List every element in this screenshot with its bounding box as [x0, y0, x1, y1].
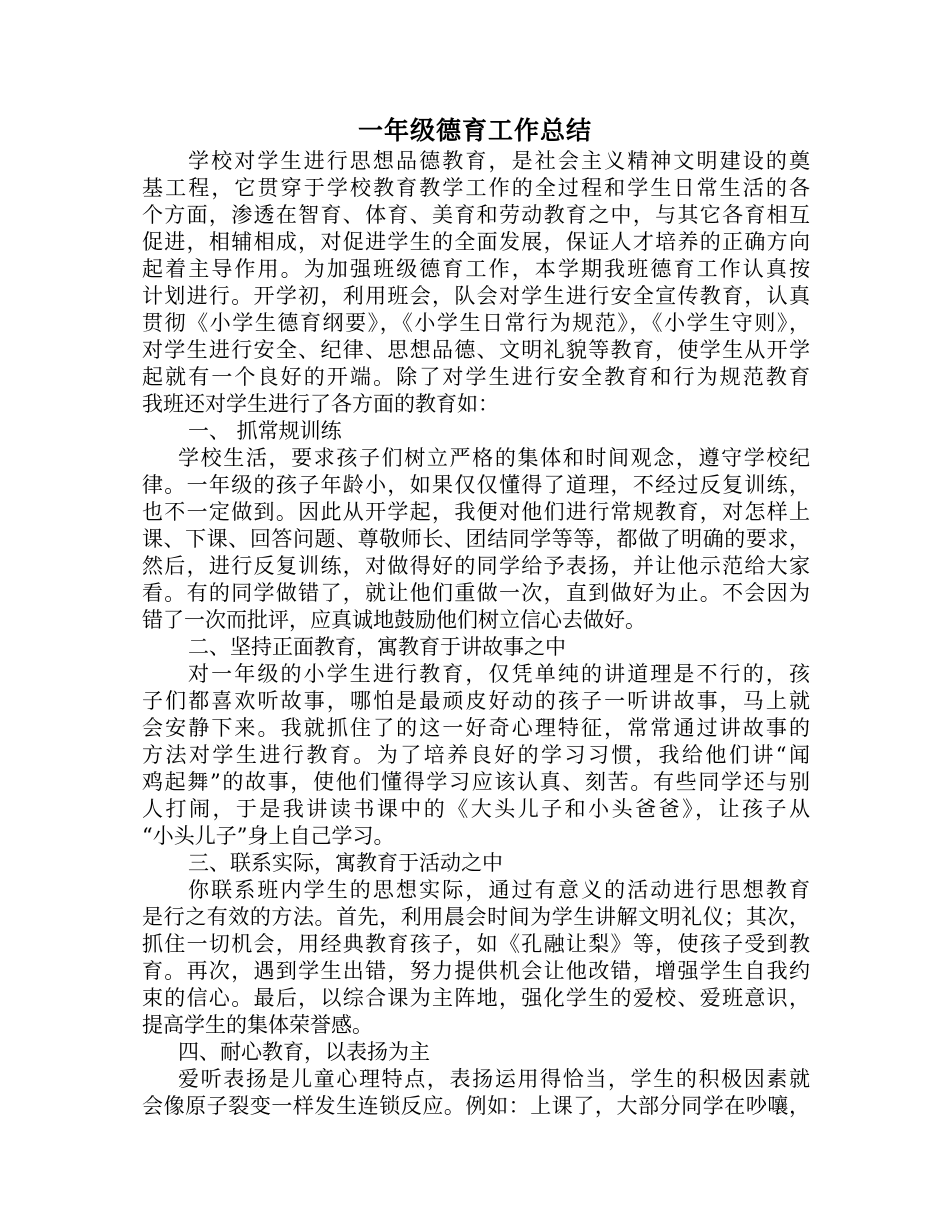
- text-line: “小头儿子”身上自己学习。: [142, 824, 395, 848]
- text-line: 计划进行。开学初，利用班会，队会对学生进行安全宣传教育，认真: [142, 284, 810, 308]
- text-line: 课、下课、回答问题、尊敬师长、团结同学等等，都做了明确的要求，: [142, 527, 810, 551]
- text-line: 四、耐心教育，以表扬为主: [178, 1040, 430, 1064]
- text-line: 方法对学生进行教育。为了培养良好的学习习惯，我给他们讲“闻: [142, 743, 810, 767]
- text-line: 对学生进行安全、纪律、思想品德、文明礼貌等教育，使学生从开学: [142, 338, 810, 362]
- text-line: 三、联系实际，寓教育于活动之中: [188, 851, 503, 875]
- text-line: 看。有的同学做错了，就让他们重做一次，直到做好为止。不会因为: [142, 581, 810, 605]
- text-line: 育。再次，遇到学生出错，努力提供机会让他改错，增强学生自我约: [142, 959, 810, 983]
- text-line: 贯彻《小学生德育纲要》，《小学生日常行为规范》，《小学生守则》，: [142, 311, 810, 335]
- text-line: 律。一年级的孩子年龄小，如果仅仅懂得了道理，不经过反复训练，: [142, 473, 810, 497]
- text-line: 会像原子裂变一样发生连锁反应。例如：上课了，大部分同学在吵嚷，: [142, 1094, 810, 1118]
- text-line: 是行之有效的方法。首先，利用晨会时间为学生讲解文明礼仪；其次，: [142, 905, 810, 929]
- text-line: 爱听表扬是儿童心理特点，表扬运用得恰当，学生的积极因素就: [178, 1067, 810, 1091]
- text-line: 人打闹，于是我讲读书课中的《大头儿子和小头爸爸》，让孩子从: [142, 797, 810, 821]
- text-line: 抓住一切机会，用经典教育孩子，如《孔融让梨》等，使孩子受到教: [142, 932, 810, 956]
- text-line: 一、 抓常规训练: [188, 419, 342, 443]
- text-line: 也不一定做到。因此从开学起，我便对他们进行常规教育，对怎样上: [142, 500, 810, 524]
- document-body: [142, 148, 810, 1120]
- text-line: 基工程，它贯穿于学校教育教学工作的全过程和学生日常生活的各: [142, 176, 810, 200]
- text-line: 你联系班内学生的思想实际，通过有意义的活动进行思想教育: [188, 878, 810, 902]
- text-line: 然后，进行反复训练，对做得好的同学给予表扬，并让他示范给大家: [142, 554, 810, 578]
- text-line: 子们都喜欢听故事，哪怕是最顽皮好动的孩子一听讲故事，马上就: [142, 689, 810, 713]
- text-line: 促进，相辅相成，对促进学生的全面发展，保证人才培养的正确方向: [142, 230, 810, 254]
- document-title: 一年级德育工作总结: [357, 116, 592, 145]
- text-line: 二、坚持正面教育，寓教育于讲故事之中: [188, 635, 566, 659]
- text-line: 起着主导作用。为加强班级德育工作，本学期我班德育工作认真按: [142, 257, 810, 281]
- text-line: 会安静下来。我就抓住了的这一好奇心理特征，常常通过讲故事的: [142, 716, 810, 740]
- text-line: 我班还对学生进行了各方面的教育如：: [142, 392, 499, 416]
- text-line: 束的信心。最后，以综合课为主阵地，强化学生的爱校、爱班意识，: [142, 986, 810, 1010]
- text-line: 鸡起舞”的故事，使他们懂得学习应该认真、刻苦。有些同学还与别: [142, 770, 810, 794]
- text-line: 错了一次而批评，应真诚地鼓励他们树立信心去做好。: [142, 608, 646, 632]
- text-line: 个方面，渗透在智育、体育、美育和劳动教育之中，与其它各育相互: [142, 203, 810, 227]
- text-line: 起就有一个良好的开端。除了对学生进行安全教育和行为规范教育: [142, 365, 810, 389]
- text-line: 学校对学生进行思想品德教育，是社会主义精神文明建设的奠: [188, 149, 810, 173]
- text-line: 对一年级的小学生进行教育，仅凭单纯的讲道理是不行的，孩: [188, 662, 810, 686]
- text-line: 提高学生的集体荣誉感。: [142, 1013, 373, 1037]
- text-line: 学校生活，要求孩子们树立严格的集体和时间观念，遵守学校纪: [178, 446, 810, 470]
